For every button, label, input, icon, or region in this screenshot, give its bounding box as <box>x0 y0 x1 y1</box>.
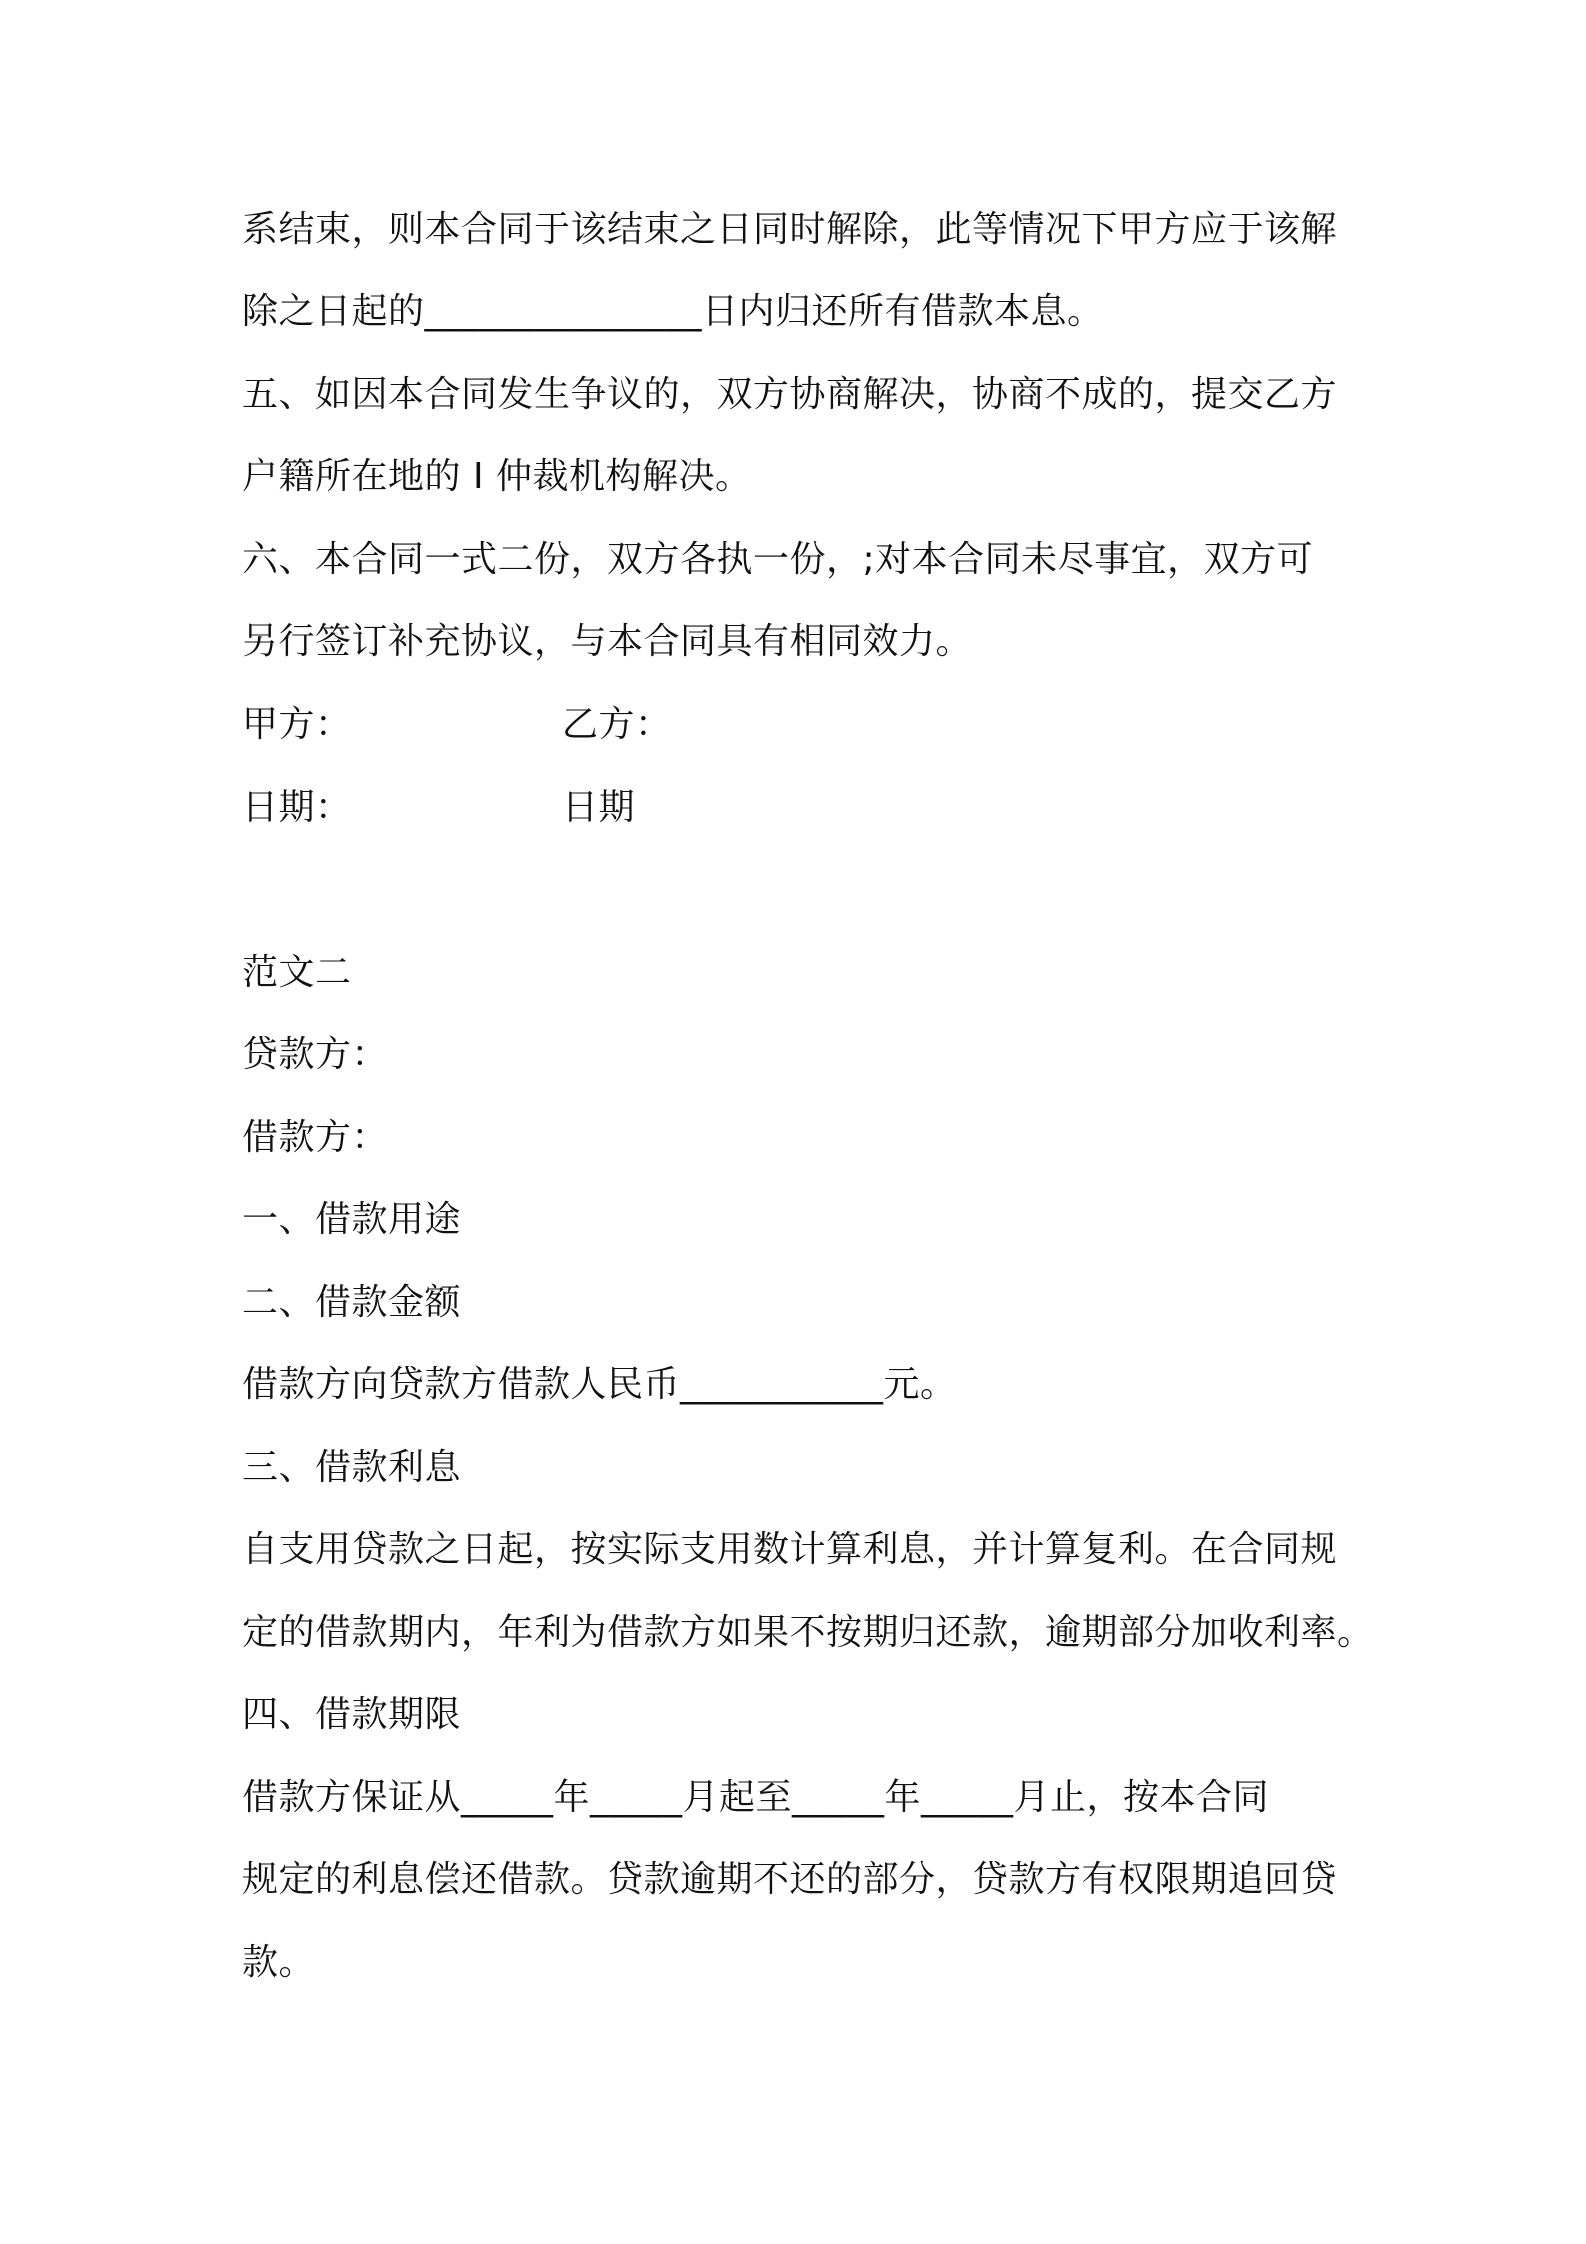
paragraph-line: 规定的利息偿还借款。贷款逾期不还的部分，贷款方有权限期追回贷 <box>242 1859 1338 1900</box>
clause-five-line: 五、如因本合同发生争议的，双方协商解决，协商不成的，提交乙方 <box>242 374 1338 415</box>
lender-label: 贷款方： <box>242 1034 389 1075</box>
section-heading: 一、借款用途 <box>242 1199 462 1240</box>
paragraph-line: 款。 <box>242 1942 316 1983</box>
paragraph-line: 系结束，则本合同于该结束之日同时解除，此等情况下甲方应于该解 <box>242 209 1338 250</box>
document-page <box>242 0 1374 2244</box>
paragraph-line: 另行签订补充协议，与本合同具有相同效力。 <box>242 621 973 662</box>
section-heading: 三、借款利息 <box>242 1447 462 1488</box>
section-heading: 四、借款期限 <box>242 1694 462 1735</box>
sample-two-heading: 范文二 <box>242 952 352 993</box>
date-row <box>242 786 636 830</box>
paragraph-line: 借款方保证从_____年_____月起至_____年_____月止，按本合同 <box>242 1777 1270 1818</box>
signature-row <box>242 703 672 747</box>
date-b-label: 日期 <box>562 787 636 828</box>
paragraph-line: 定的借款期内，年利为借款方如果不按期归还款，逾期部分加收利率。 <box>242 1612 1374 1653</box>
paragraph-line: 借款方向贷款方借款人民币___________元。 <box>242 1364 957 1405</box>
clause-six-line: 六、本合同一式二份，双方各执一份，;对本合同未尽事宜，双方可 <box>242 539 1314 580</box>
party-a-label: 甲方： <box>242 704 352 745</box>
paragraph-line: 自支用贷款之日起，按实际支用数计算利息，并计算复利。在合同规 <box>242 1529 1338 1570</box>
party-b-label: 乙方： <box>562 704 672 745</box>
paragraph-line: 户籍所在地的 I 仲裁机构解决。 <box>242 456 752 497</box>
section-heading: 二、借款金额 <box>242 1282 462 1323</box>
date-a-label: 日期： <box>242 787 352 828</box>
paragraph-line: 除之日起的_______________日内归还所有借款本息。 <box>242 291 1104 332</box>
borrower-label: 借款方： <box>242 1117 389 1158</box>
